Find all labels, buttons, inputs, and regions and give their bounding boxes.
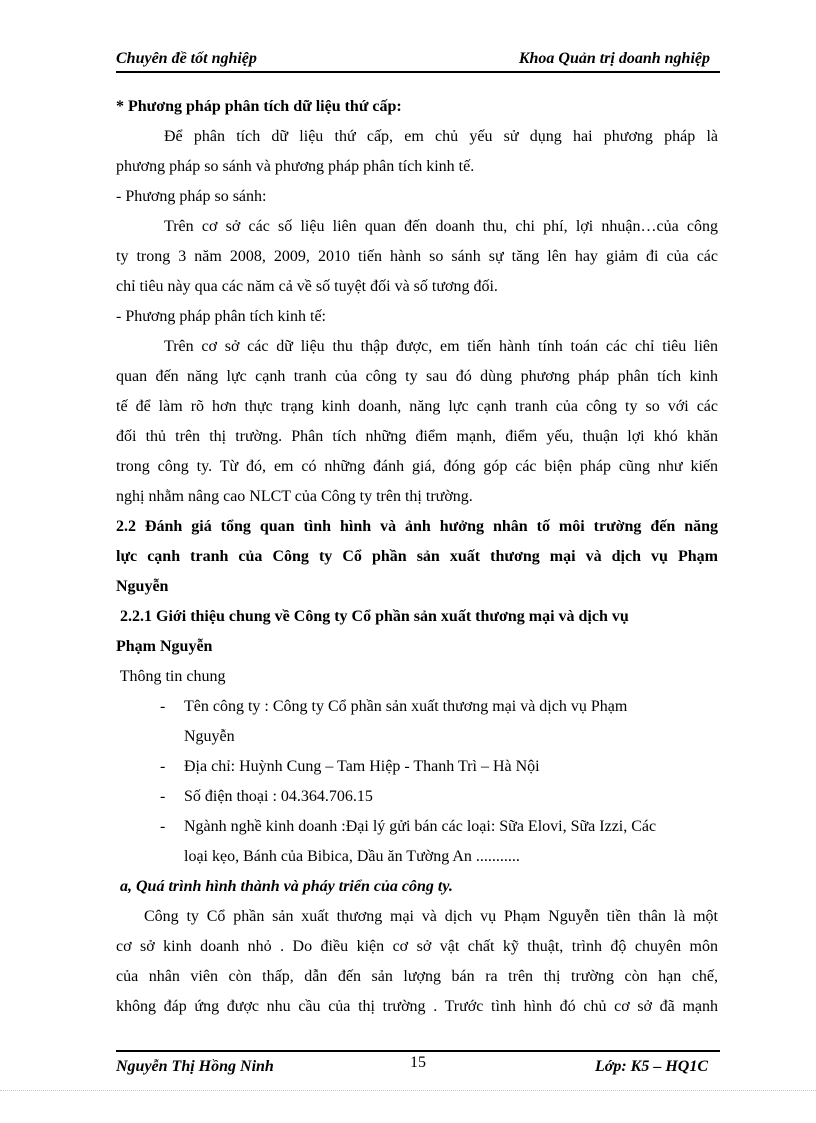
paragraph-line: Trên cơ sở các số liệu liên quan đến doanh thu, chi phí, lợi nhuận…của công: [164, 218, 718, 235]
list-dash: -: [160, 758, 166, 775]
header-department: Khoa Quản trị doanh nghiệp: [518, 50, 710, 67]
header-divider: [116, 71, 720, 73]
page-boundary: [0, 1090, 816, 1091]
footer-author: Nguyễn Thị Hồng Ninh: [116, 1058, 274, 1075]
company-info-list: [116, 692, 718, 872]
page-footer: [116, 1054, 720, 1080]
list-item: [116, 752, 718, 782]
paragraph-line: trong công ty. Từ đó, em có những đánh giá, đóng góp các biện pháp cũng như kiến: [116, 458, 718, 475]
heading-secondary-data-method: * Phương pháp phân tích dữ liệu thứ cấp:: [116, 98, 402, 115]
list-item-text: loại kẹo, Bánh của Bibica, Dầu ăn Tường An ...........: [184, 848, 520, 865]
list-item: [116, 812, 718, 872]
subheading-comparison-method: - Phương pháp so sánh:: [116, 188, 267, 205]
header-title: Chuyên đề tốt nghiệp: [116, 50, 257, 67]
general-info-label: Thông tin chung: [116, 668, 226, 685]
section-heading-2-2: 2.2 Đánh giá tổng quan tình hình và ảnh hưởng nhân tố môi trường đến năng: [116, 518, 718, 535]
list-item: [116, 692, 718, 752]
paragraph-line: tế để làm rõ hơn thực trạng kinh doanh, năng lực cạnh tranh của công ty so với các: [116, 398, 718, 415]
footer-divider: [116, 1050, 720, 1052]
page-header: [116, 48, 720, 72]
paragraph-line: của nhân viên còn thấp, dẫn đến sản lượng bán ra trên thị trường còn hạn chế,: [116, 968, 718, 985]
page-number: 15: [410, 1054, 426, 1071]
list-item-text: Tên công ty : Công ty Cổ phần sản xuất thương mại và dịch vụ Phạm: [184, 698, 628, 715]
footer-class: Lớp: K5 – HQ1C: [594, 1058, 708, 1075]
section-heading-2-2: Nguyễn: [116, 578, 169, 595]
subsection-heading-a: a, Quá trình hình thành và pháy triển của công ty.: [116, 878, 453, 895]
section-heading-2-2: lực cạnh tranh của Công ty Cổ phần sản xuất thương mại và dịch vụ Phạm: [116, 548, 718, 565]
section-heading-2-2-1: Phạm Nguyễn: [116, 638, 213, 655]
list-item-text: Địa chỉ: Huỳnh Cung – Tam Hiệp - Thanh Trì – Hà Nội: [184, 758, 540, 775]
list-dash: -: [160, 818, 166, 835]
paragraph-line: Trên cơ sở các dữ liệu thu thập được, em tiến hành tính toán các chỉ tiêu liên: [164, 338, 718, 355]
paragraph-line: Công ty Cổ phần sản xuất thương mại và dịch vụ Phạm Nguyễn tiền thân là một: [144, 908, 718, 925]
paragraph-line: cơ sở kinh doanh nhỏ . Do điều kiện cơ sở vật chất kỹ thuật, trình độ chuyên môn: [116, 938, 718, 955]
section-heading-2-2-1: 2.2.1 Giới thiệu chung về Công ty Cổ phần sản xuất thương mại và dịch vụ: [116, 608, 629, 625]
list-item-text: Số điện thoại : 04.364.706.15: [184, 788, 373, 805]
paragraph-line: nghị nhằm nâng cao NLCT của Công ty trên thị trường.: [116, 488, 473, 505]
paragraph-line: quan đến năng lực cạnh tranh của công ty sau đó dùng phương pháp phân tích kinh: [116, 368, 718, 385]
list-dash: -: [160, 788, 166, 805]
list-item-text: Ngành nghề kinh doanh :Đại lý gửi bán các loại: Sữa Elovi, Sữa Izzi, Các: [184, 818, 657, 835]
paragraph-line: Để phân tích dữ liệu thứ cấp, em chủ yếu sử dụng hai phương pháp là: [164, 128, 718, 145]
paragraph-line: phương pháp so sánh và phương pháp phân tích kinh tế.: [116, 158, 475, 175]
paragraph-line: chỉ tiêu này qua các năm cả về số tuyệt đối và số tương đối.: [116, 278, 498, 295]
paragraph-line: đối thủ trên thị trường. Phân tích những điểm mạnh, điểm yếu, thuận lợi khó khăn: [116, 428, 718, 445]
paragraph-line: không đáp ứng được nhu cầu của thị trường . Trước tình hình đó chủ cơ sở đã mạnh: [116, 998, 718, 1015]
document-body: [116, 92, 718, 1022]
subheading-economic-analysis: - Phương pháp phân tích kinh tế:: [116, 308, 326, 325]
list-item: [116, 782, 718, 812]
paragraph-line: ty trong 3 năm 2008, 2009, 2010 tiến hành so sánh sự tăng lên hay giảm đi của các: [116, 248, 718, 265]
list-dash: -: [160, 698, 166, 715]
list-item-text: Nguyễn: [184, 728, 235, 745]
